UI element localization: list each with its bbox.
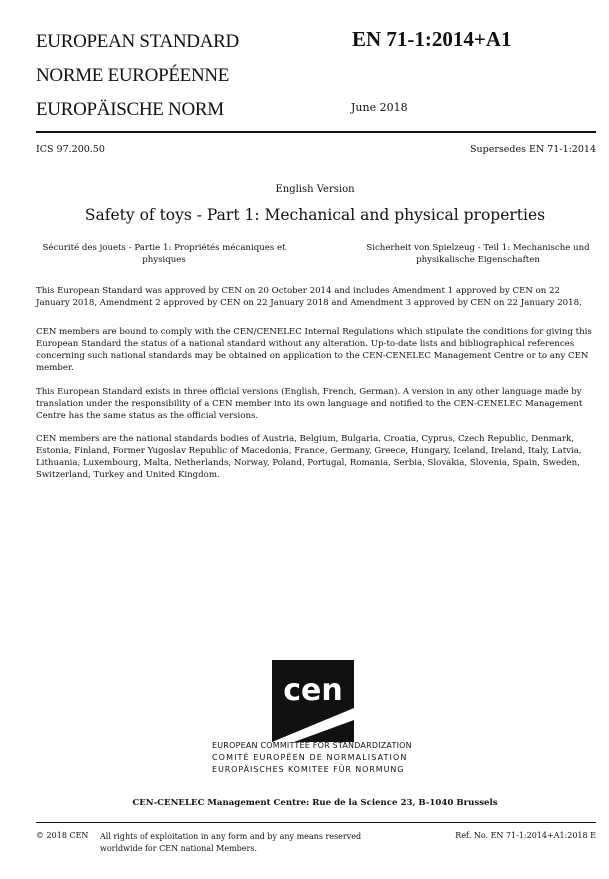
standard-title-french: NORME EUROPÉENNE <box>36 65 230 86</box>
standard-number: EN 71-1:2014+A1 <box>352 27 512 51</box>
standard-title-german: EUROPÄISCHE NORM <box>36 99 224 120</box>
document-title-german: Sicherheit von Spielzeug - Teil 1: Mechanische und physikalische Eigenschaften <box>366 243 590 265</box>
supersedes-note: Supersedes EN 71-1:2014 <box>470 144 596 155</box>
members-paragraph: CEN members are the national standards bodies of Austria, Belgium, Bulgaria, Croatia, Cyprus, Czech Republic, Denmark, Estonia, Finland, Former Yugoslav Republic of Macedonia, France, Germany, Greece, Hungary, Iceland, Ireland, Italy, Latvia, Lithuania, Luxembourg, Malta, Netherlands, Norway, Poland, Portugal, Romania, Serbia, Slovakia, Slovenia, Spain, Sweden, Switzerland, Turkey and United Kingdom. <box>36 434 582 481</box>
copyright-notice: © 2018 CEN <box>36 831 89 840</box>
logo-text: cen <box>283 673 343 708</box>
standard-title-english: EUROPEAN STANDARD <box>36 31 239 52</box>
versions-paragraph: This European Standard exists in three official versions (English, French, German). A version in any other language made by translation under the responsibility of a CEN member into its own language and notified to the CEN-CENELEC Management Centre has the same status as the official versions. <box>36 387 583 422</box>
reference-number: Ref. No. EN 71-1:2014+A1:2018 E <box>455 831 596 840</box>
committee-name-german: EUROPÄISCHES KOMITEE FÜR NORMUNG <box>212 765 405 774</box>
language-version: English Version <box>275 184 355 195</box>
header-divider <box>36 131 596 133</box>
cen-logo-icon <box>272 660 354 742</box>
document-title: Safety of toys - Part 1: Mechanical and physical properties <box>84 206 546 224</box>
document-title-french: Sécurité des jouets - Partie 1: Propriétés mécaniques et physiques <box>42 243 286 265</box>
approval-paragraph: This European Standard was approved by CEN on 20 October 2014 and includes Amendment 1 approved by CEN on 22 January 2018, Amendment 2 approved by CEN on 22 January 2018 and Amendment 3 approved by CEN on 22 January 2018. <box>36 286 582 309</box>
ics-code: ICS 97.200.50 <box>36 144 105 155</box>
committee-name-french: COMITÉ EUROPÉEN DE NORMALISATION <box>212 753 408 762</box>
footer-divider <box>36 822 596 823</box>
management-centre-address: CEN-CENELEC Management Centre: Rue de la Science 23, B-1040 Brussels <box>132 798 498 808</box>
committee-name-english: EUROPEAN COMMITTEE FOR STANDARDIZATION <box>212 741 412 750</box>
regulations-paragraph: CEN members are bound to comply with the CEN/CENELEC Internal Regulations which stipulate the conditions for giving this European Standard the status of a national standard without any alteration. Up-to-date lists and bibliographical references concerning such national standards may be obtained on application to the CEN-CENELEC Management Centre or to any CEN member. <box>36 327 592 374</box>
publication-date: June 2018 <box>351 101 408 114</box>
rights-notice: All rights of exploitation in any form and by any means reserved worldwide for CEN national Members. <box>100 832 362 853</box>
